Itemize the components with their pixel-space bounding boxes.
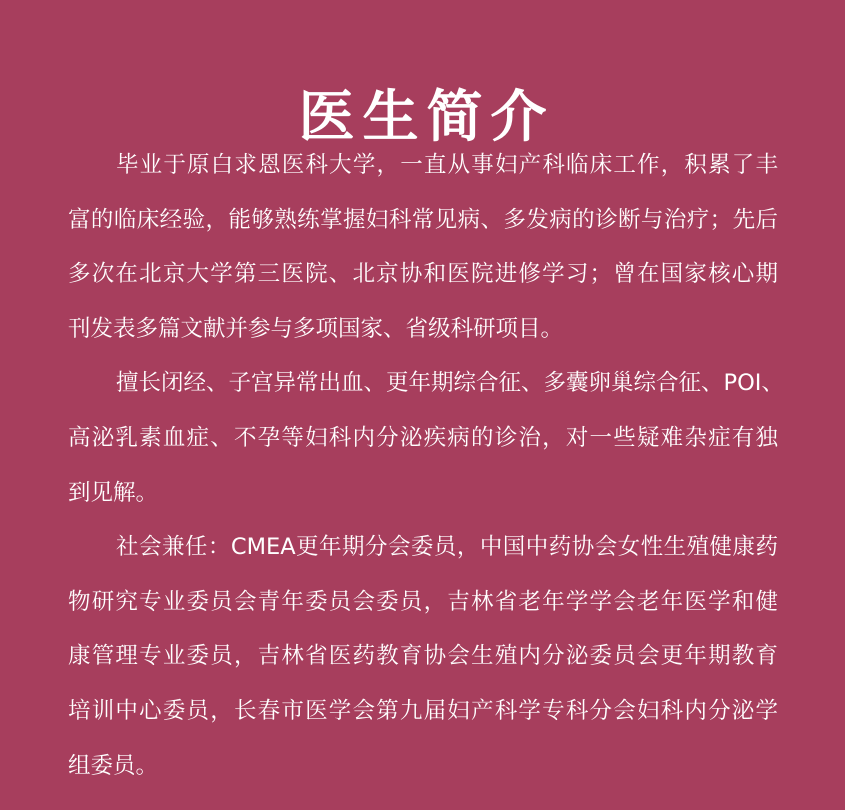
- intro-content: [68, 138, 784, 793]
- intro-paragraph-education: [68, 138, 778, 356]
- paragraph-line: 康管理专业委员，吉林省医药教育协会生殖内分泌委员会更年期教育: [68, 643, 778, 670]
- paragraph-line: 毕业于原白求恩医科大学，一直从事妇产科临床工作，积累了丰: [116, 152, 778, 178]
- paragraph-line: 多次在北京大学第三医院、北京协和医院进修学习；曾在国家核心期: [68, 261, 778, 288]
- page-title: 医生简介: [298, 84, 555, 150]
- paragraph-line: 高泌乳素血症、不孕等妇科内分泌疾病的诊治，对一些疑难杂症有独: [68, 424, 778, 451]
- paragraph-line: 富的临床经验，能够熟练掌握妇科常见病、多发病的诊断与治疗；先后: [68, 206, 778, 233]
- intro-paragraph-positions: [68, 520, 778, 793]
- paragraph-line: 刊发表多篇文献并参与多项国家、省级科研项目。: [68, 315, 564, 342]
- paragraph-line: 物研究专业委员会青年委员会委员，吉林省老年学学会老年医学和健: [68, 588, 778, 615]
- paragraph-line: 擅长闭经、子宫异常出血、更年期综合征、多囊卵巢综合征、POI、: [116, 370, 784, 397]
- paragraph-line: 到见解。: [68, 479, 159, 506]
- intro-paragraph-specialty: [68, 356, 784, 520]
- paragraph-line: 社会兼任：CMEA更年期分会委员，中国中药协会女性生殖健康药: [116, 534, 778, 561]
- paragraph-line: 培训中心委员，长春市医学会第九届妇产科学专科分会妇科内分泌学: [68, 697, 778, 724]
- paragraph-line: 组委员。: [68, 752, 159, 779]
